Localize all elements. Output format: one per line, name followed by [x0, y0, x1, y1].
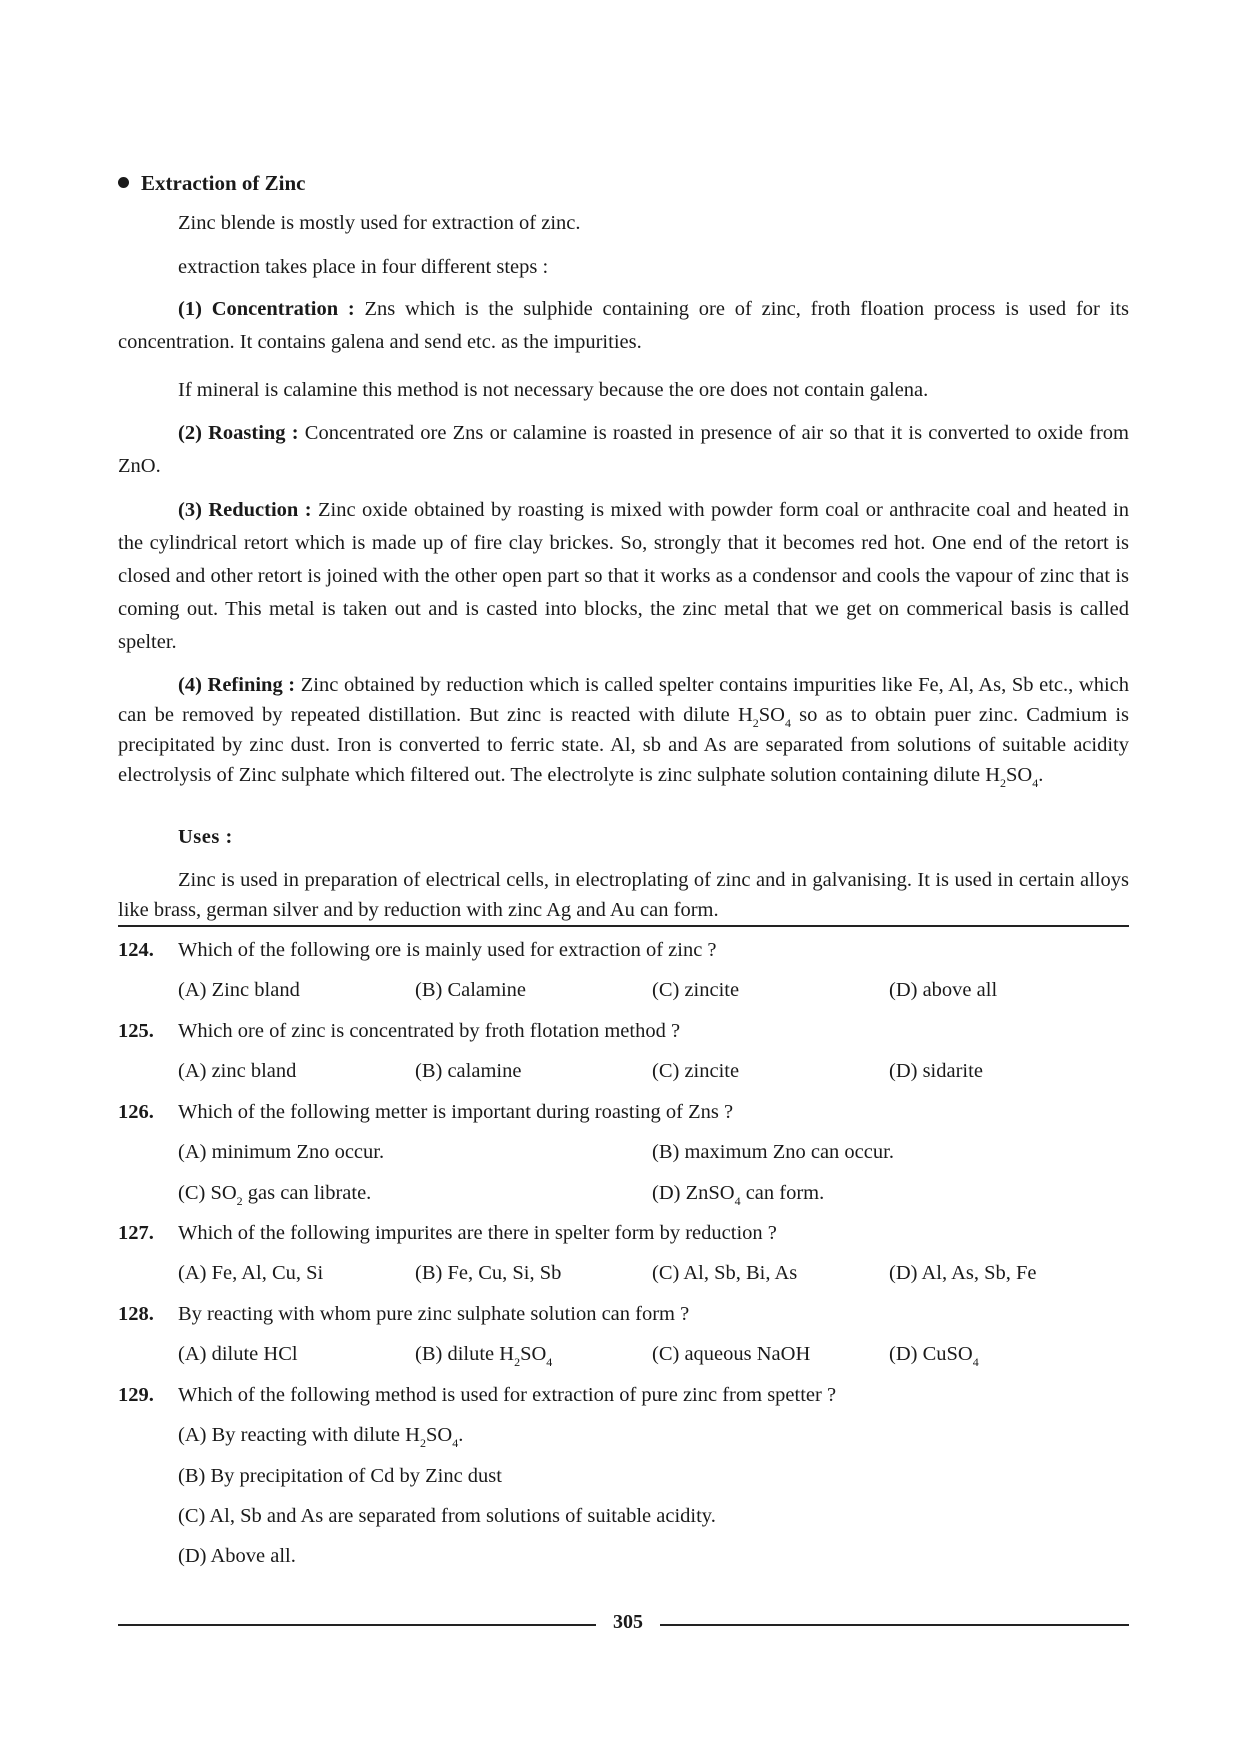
option-d: (D) Al, As, Sb, Fe	[889, 1262, 1037, 1284]
option-c: (C) zincite	[652, 1060, 740, 1082]
footer-rule-left	[118, 1624, 596, 1626]
question-128: 128. By reacting with whom pure zinc sulphate solution can form ?	[118, 1303, 690, 1325]
option-a: (A) dilute HCl	[178, 1343, 298, 1365]
option-a: (A) Fe, Al, Cu, Si	[178, 1262, 324, 1284]
option-b: (B) maximum Zno can occur.	[652, 1141, 894, 1163]
section-divider	[118, 925, 1129, 927]
question-125: 125. Which ore of zinc is concentrated by froth flotation method ?	[118, 1020, 681, 1042]
bullet-icon	[118, 177, 129, 188]
option-a: (A) Zinc bland	[178, 979, 300, 1001]
question-127: 127. Which of the following impurites are there in spelter form by reduction ?	[118, 1222, 777, 1244]
step-reduction: (3) Reduction : Zinc oxide obtained by roasting is mixed with powder form coal or anthracite coal and heated in the cylindrical retort which is made up of fire clay brickes. So, strongly that it becomes red hot. One end of the retort is closed and other retort is joined with the other open part so that it works as a condensor and cools the vapour of zinc that is coming out. This metal is taken out and is casted into blocks, the zinc metal that we get on commerical basis is called spelter.	[118, 499, 1129, 653]
footer-rule-right	[660, 1624, 1129, 1626]
section-heading: Extraction of Zinc	[118, 171, 305, 196]
step-concentration: (1) Concentration : Zns which is the sulphide containing ore of zinc, froth floation process is used for its concentration. It contains galena and send etc. as the impurities.	[118, 298, 1130, 353]
page-number: 305	[613, 1611, 643, 1633]
option-a: (A) zinc bland	[178, 1060, 297, 1082]
question-129: 129. Which of the following method is used for extraction of pure zinc from spetter ?	[118, 1384, 837, 1406]
option-b: (B) By precipitation of Cd by Zinc dust	[178, 1465, 502, 1487]
option-d: (D) ZnSO$_4$ can form.	[652, 1182, 825, 1208]
intro-line-2: extraction takes place in four different steps :	[178, 256, 549, 278]
option-b: (B) Calamine	[415, 979, 527, 1001]
step-roasting: (2) Roasting : Concentrated ore Zns or calamine is roasted in presence of air so that it is converted to oxide from ZnO.	[118, 422, 1130, 477]
intro-line-1: Zinc blende is mostly used for extraction of zinc.	[178, 212, 581, 234]
option-b: (B) dilute $H_2SO_4$	[415, 1343, 553, 1369]
step-refining: (4) Refining : Zinc obtained by reduction which is called spelter contains impurities like Fe, Al, As, Sb etc., which can be removed by repeated distillation. But zinc is reacted with dilute $H_2SO_4$ so as to obtain puer zinc. Cadmium is precipitated by zinc dust. Iron is converted to ferric state. Al, sb and As are separated from solutions of suitable acidity electrolysis of Zinc sulphate which filtered out. The electrolyte is zinc sulphate solution containing dilute $H_2SO_4$.	[118, 674, 1130, 790]
option-b: (B) calamine	[415, 1060, 522, 1082]
option-c: (C) $SO_2$ gas can librate.	[178, 1182, 372, 1208]
option-a: (A) By reacting with dilute $H_2SO_4$.	[178, 1424, 464, 1450]
option-b: (B) Fe, Cu, Si, Sb	[415, 1262, 562, 1284]
uses-paragraph: Zinc is used in preparation of electrical cells, in electroplating of zinc and in galvanising. It is used in certain alloys like brass, german silver and by reduction with zinc Ag and Au can form.	[118, 869, 1129, 921]
option-c: (C) Al, Sb, Bi, As	[652, 1262, 798, 1284]
option-d: (D) above all	[889, 979, 998, 1001]
question-126: 126. Which of the following metter is important during roasting of Zns ?	[118, 1101, 734, 1123]
step-label: (2) Roasting :	[178, 422, 299, 444]
option-d: (D) sidarite	[889, 1060, 983, 1082]
option-c: (C) Al, Sb and As are separated from solutions of suitable acidity.	[178, 1505, 716, 1527]
question-124: 124. Which of the following ore is mainly used for extraction of zinc ?	[118, 939, 717, 961]
step-label: (3) Reduction :	[178, 499, 312, 521]
option-a: (A) minimum Zno occur.	[178, 1141, 385, 1163]
option-d: (D) CuSO$_4$	[889, 1343, 979, 1369]
step-label: (1) Concentration :	[178, 298, 355, 320]
uses-heading: Uses :	[178, 826, 233, 848]
option-d: (D) Above all.	[178, 1545, 296, 1567]
step-calamine-note: If mineral is calamine this method is not necessary because the ore does not contain galena.	[178, 379, 929, 401]
step-label: (4) Refining :	[178, 674, 296, 696]
option-c: (C) aqueous NaOH	[652, 1343, 811, 1365]
option-c: (C) zincite	[652, 979, 740, 1001]
